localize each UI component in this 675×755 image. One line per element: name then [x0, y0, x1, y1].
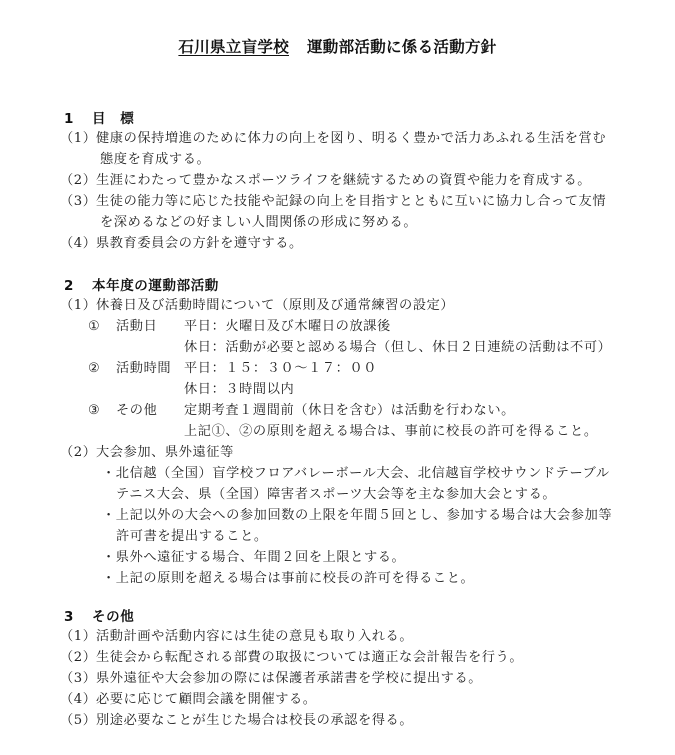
activity-days-holiday: 休日：活動が必要と認める場合（但し、休日２日連続の活動は不可） [184, 340, 612, 355]
section-3-item-2: （2）生徒会から転配される部費の取扱については適正な会計報告を行う。 [60, 650, 524, 665]
competition-bullet-3: ・県外へ遠征する場合、年間２回を上限とする。 [102, 550, 406, 565]
document-title [0, 35, 675, 57]
activity-hours-row: ② 活動時間 平日：１５：３０～１７：００ [88, 361, 378, 376]
section-1-item-1-cont: 態度を育成する。 [100, 152, 211, 167]
activity-hours-holiday: 休日：３時間以内 [184, 382, 295, 397]
section-3-item-1: （1）活動計画や活動内容には生徒の意見も取り入れる。 [60, 629, 414, 644]
section-1-item-2: （2）生涯にわたって豊かなスポーツライフを継続するための資質や能力を育成する。 [60, 173, 592, 188]
title-subject: 運動部活動に係る活動方針 [307, 38, 497, 56]
activity-days-row: ① 活動日 平日：火曜日及び木曜日の放課後 [88, 319, 391, 334]
activity-other-cont: 上記①、②の原則を超える場合は、事前に校長の許可を得ること。 [184, 424, 598, 439]
section-2-heading: 2 本年度の運動部活動 [64, 278, 219, 294]
section-3-item-4: （4）必要に応じて顧問会議を開催する。 [60, 692, 317, 707]
title-school-name: 石川県立盲学校 [178, 38, 289, 56]
section-2-item-1: （1）休養日及び活動時間について（原則及び通常練習の設定） [60, 298, 455, 313]
section-1-item-3-cont: を深めるなどの好ましい人間関係の形成に努める。 [100, 215, 418, 230]
section-2-item-2: （2）大会参加、県外遠征等 [60, 445, 234, 460]
competition-bullet-4: ・上記の原則を超える場合は事前に校長の許可を得ること。 [102, 571, 475, 586]
section-3-item-3: （3）県外遠征や大会参加の際には保護者承諾書を学校に提出する。 [60, 671, 483, 686]
section-3-item-5: （5）別途必要なことが生じた場合は校長の承認を得る。 [60, 713, 414, 728]
section-1-item-4: （4）県教育委員会の方針を遵守する。 [60, 236, 303, 251]
section-3-heading: 3 その他 [64, 609, 135, 625]
competition-bullet-2-cont: 許可書を提出すること。 [116, 529, 268, 544]
competition-bullet-2: ・上記以外の大会への参加回数の上限を年間５回とし、参加する場合は大会参加等 [102, 508, 613, 523]
competition-bullet-1-cont: テニス大会、県（全国）障害者スポーツ大会等を主な参加大会とする。 [116, 487, 557, 502]
section-1-item-3: （3）生徒の能力等に応じた技能や記録の向上を目指すとともに互いに協力し合って友情 [60, 194, 607, 209]
section-1-heading: 1 目 標 [64, 111, 135, 127]
competition-bullet-1: ・北信越（全国）盲学校フロアバレーボール大会、北信越盲学校サウンドテーブル [102, 466, 610, 481]
section-1-item-1: （1）健康の保持増進のために体力の向上を図り、明るく豊かで活力あふれる生活を営む [60, 131, 607, 146]
activity-other-row: ③ その他 定期考査１週間前（休日を含む）は活動を行わない。 [88, 403, 515, 418]
